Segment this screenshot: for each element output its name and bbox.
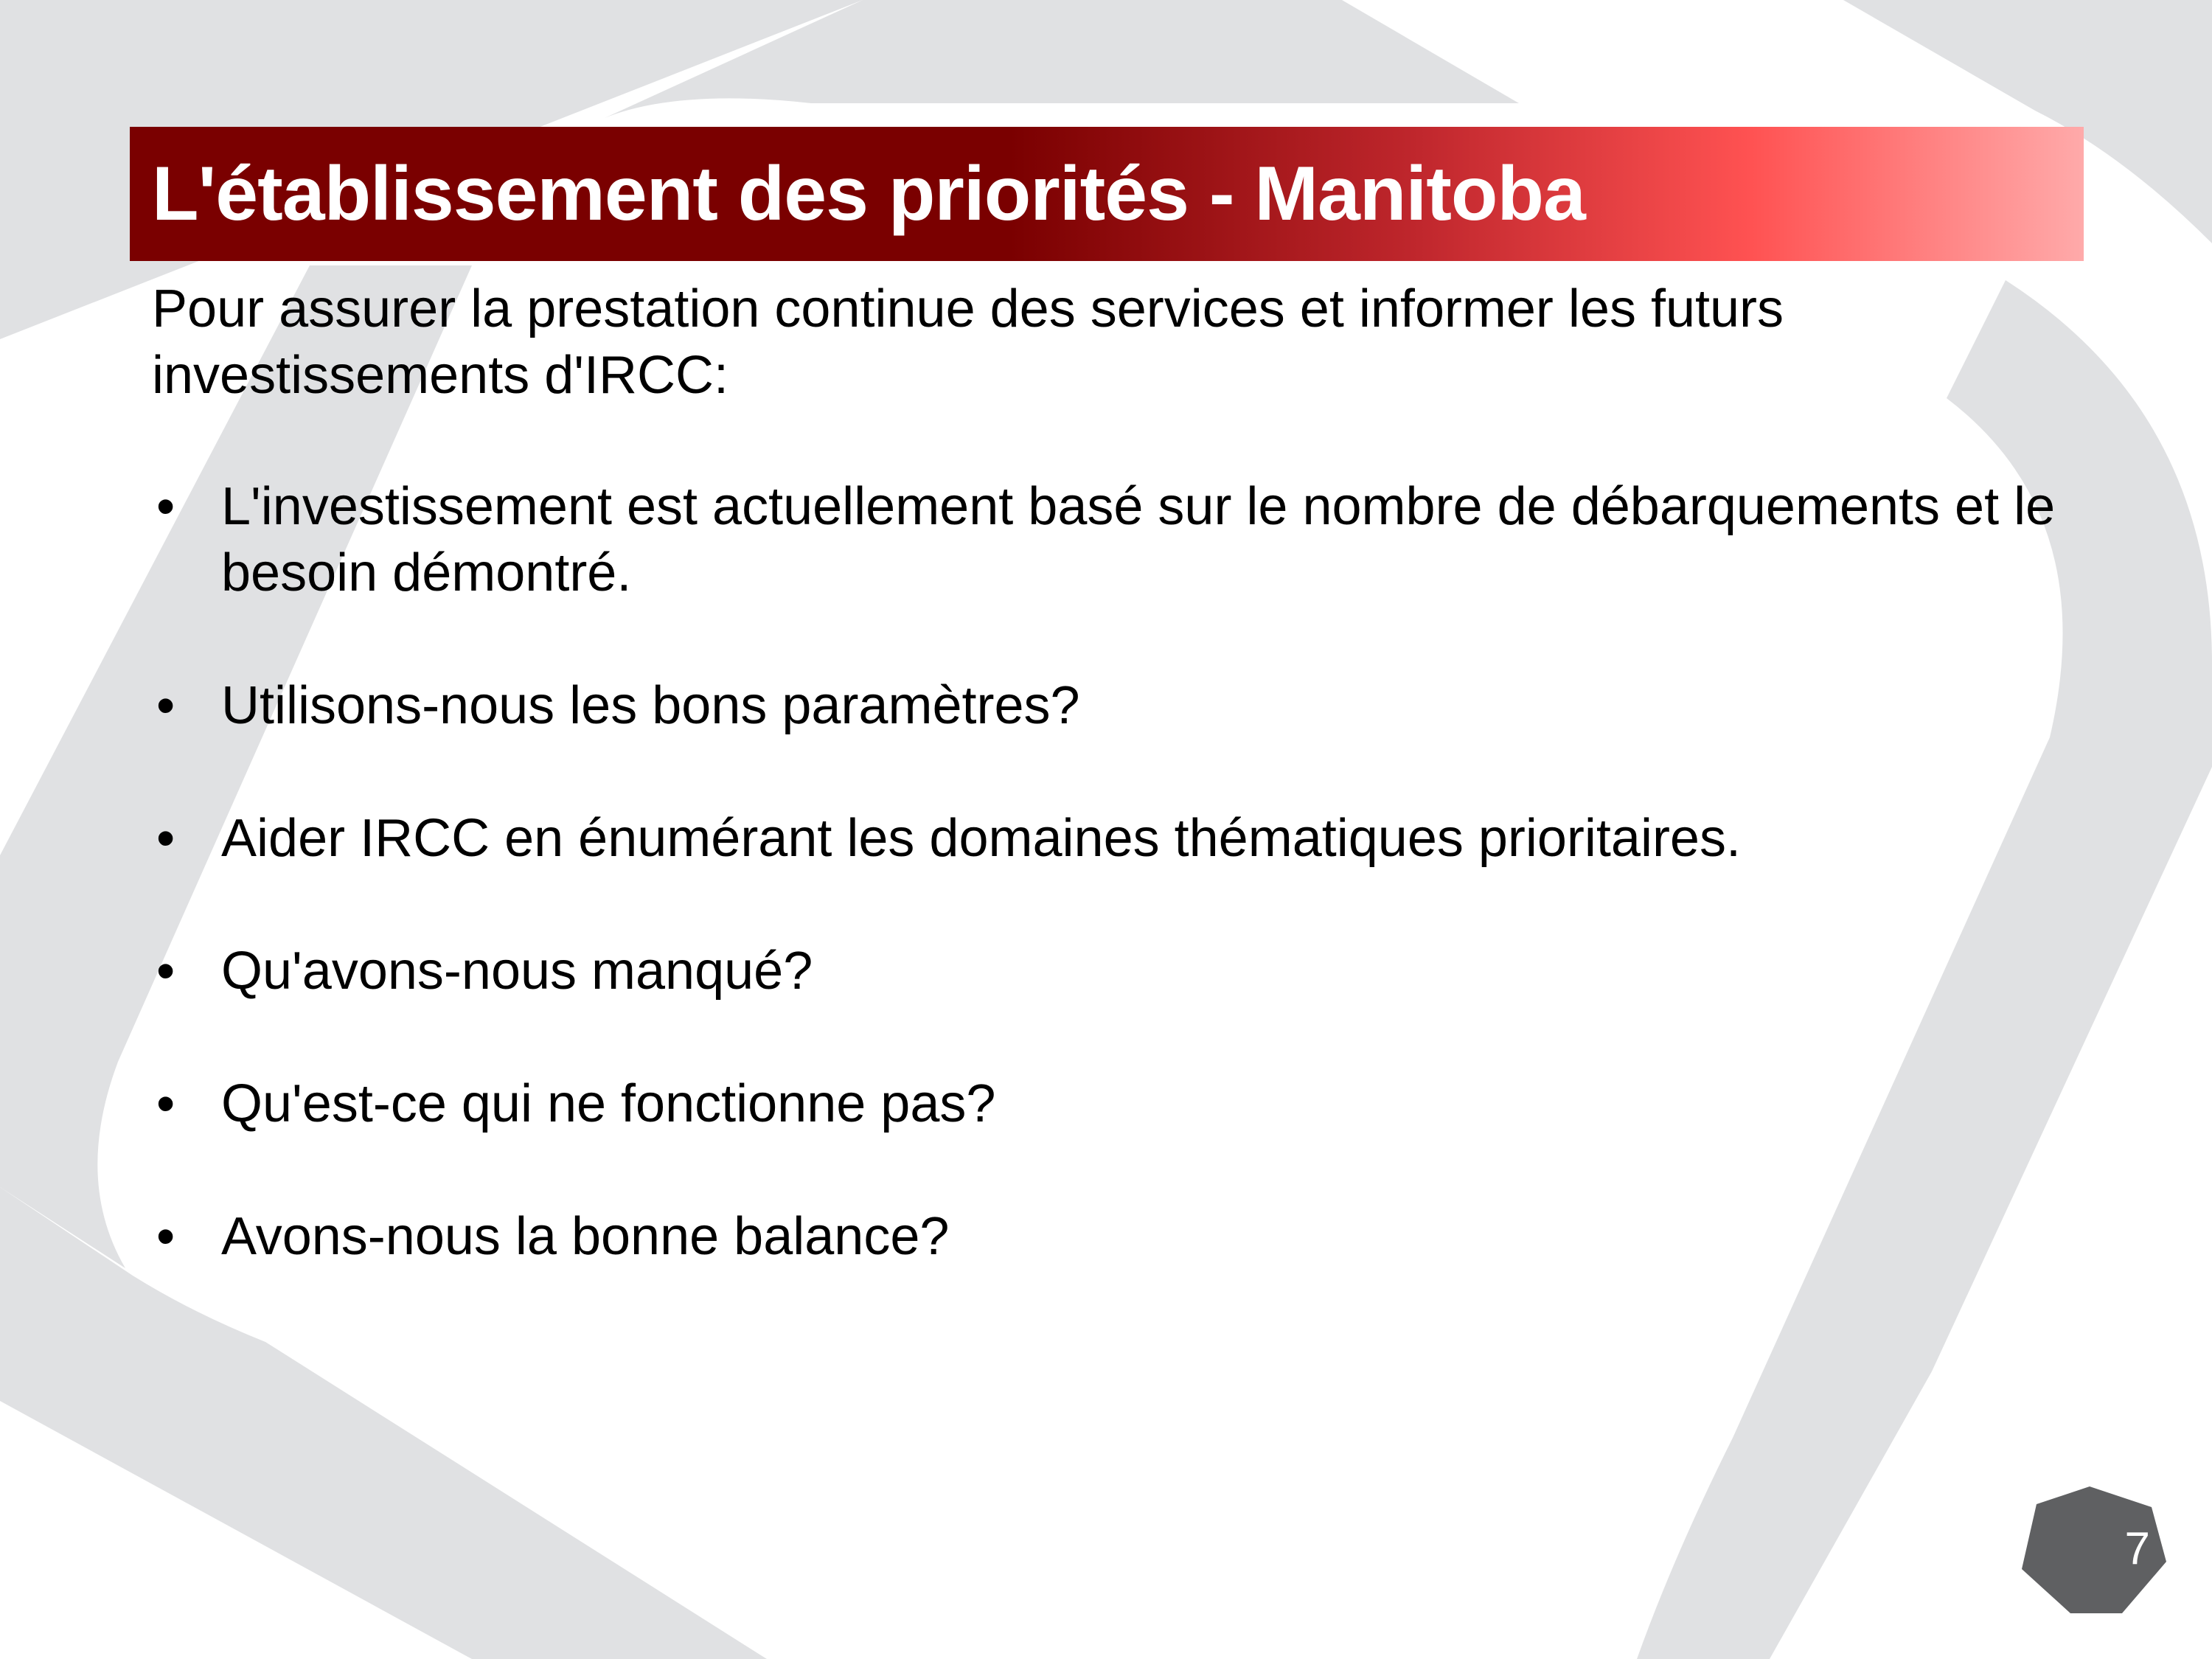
bullet-item [152, 473, 2069, 606]
bullet-text: Avons-nous la bonne balance? [221, 1207, 950, 1266]
bullet-text: L'investissement est actuellement basé sur le nombre de débarquements et le besoin démontré. [221, 477, 2056, 602]
bullet-text: Utilisons-nous les bons paramètres? [221, 676, 1080, 735]
bullet-text: Qu'est-ce qui ne fonctionne pas? [221, 1074, 996, 1133]
bullet-icon: • [156, 477, 175, 536]
bullet-item [152, 938, 2069, 1004]
bullet-text: Aider IRCC en énumérant les domaines thématiques prioritaires. [221, 809, 1741, 868]
page-number-container [2019, 1486, 2166, 1613]
bullet-icon: • [156, 942, 175, 1001]
bullet-icon: • [156, 676, 175, 735]
bullet-text: Qu'avons-nous manqué? [221, 942, 813, 1001]
bullet-item [152, 672, 2069, 739]
bullet-icon: • [156, 1207, 175, 1266]
bullet-icon: • [156, 1074, 175, 1133]
bullet-icon: • [156, 809, 175, 868]
bullet-item [152, 1071, 2069, 1137]
page-number: 7 [2124, 1523, 2150, 1574]
bullet-list [152, 473, 2069, 1336]
intro-text: Pour assurer la prestation continue des services et informer les futurs investissements d'IRCC: [152, 279, 1784, 405]
slide-title: L'établissement des priorités - Manitoba [152, 151, 1585, 237]
title-bar [130, 127, 2084, 261]
bullet-item [152, 805, 2069, 872]
bullet-item [152, 1203, 2069, 1270]
